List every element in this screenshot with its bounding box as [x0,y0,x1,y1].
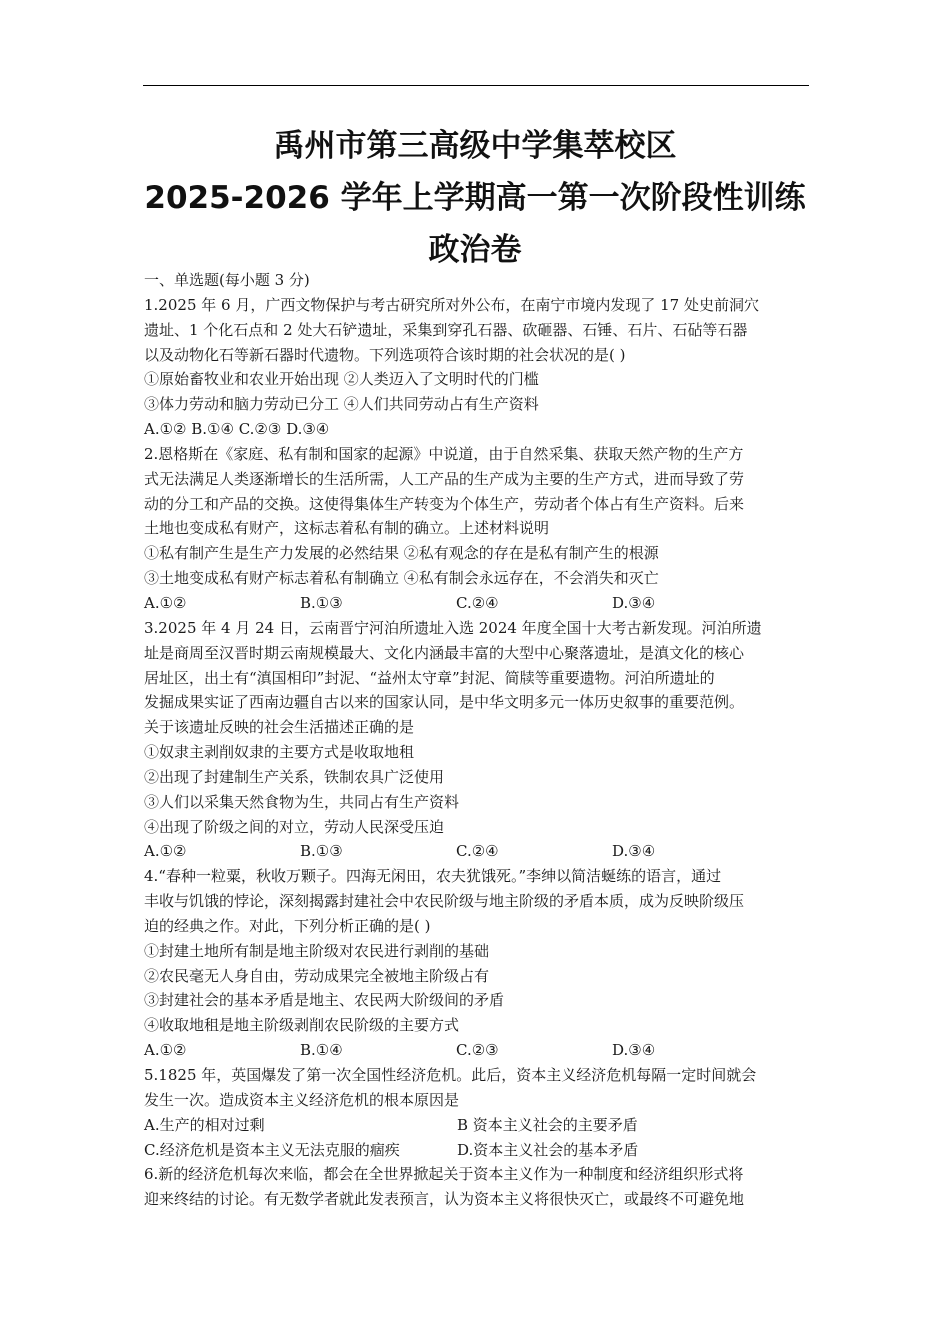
answer-options [144,839,824,864]
section-title: 一、单选题(每小题 3 分) [144,271,310,289]
option-c: C.经济危机是资本主义无法克服的痼疾 [144,1140,400,1159]
question-line: 2.恩格斯在《家庭、私有制和国家的起源》中说道，由于自然采集、获取天然产物的生产方 [144,444,744,463]
question-line: ①私有制产生是生产力发展的必然结果 ②私有观念的存在是私有制产生的根源 [144,544,659,563]
answer-options-row [144,1113,824,1138]
question-line: ②农民毫无人身自由，劳动成果完全被地主阶级占有 [144,966,490,985]
option-a: A.①② [144,842,187,861]
option-d: D.③④ [612,1041,656,1060]
subject-title: 政治卷 [428,232,522,268]
question-line: 发生一次。造成资本主义经济危机的根本原因是 [144,1090,460,1109]
question-line: 居址区，出土有“滇国相印”封泥、“益州太守章”封泥、简牍等重要遗物。河泊所遗址的 [144,668,715,687]
question-line: 迫的经典之作。对此，下列分析正确的是( ) [144,916,431,935]
question-line: ①原始畜牧业和农业开始出现 ②人类迈入了文明时代的门槛 [144,370,539,389]
question-line: 以及动物化石等新石器时代遗物。下列选项符合该时期的社会状况的是( ) [144,345,626,364]
question-3 [144,616,824,864]
answer-options: A.①② B.①④ C.②③ D.③④ [144,420,330,439]
question-line: 6.新的经济危机每次来临，都会在全世界掀起关于资本主义作为一种制度和经济组织形式将 [144,1165,744,1184]
question-line: ①封建土地所有制是地主阶级对农民进行剥削的基础 [144,941,490,960]
option-c: C.②④ [456,842,499,861]
question-line: 3.2025 年 4 月 24 日，云南晋宁河泊所遗址入选 2024 年度全国十大考古新发现。河泊所遗 [144,618,762,637]
option-b: B 资本主义社会的主要矛盾 [457,1115,638,1134]
question-line: 址是商周至汉晋时期云南规模最大、文化内涵最丰富的大型中心聚落遗址，是滇文化的核心 [144,643,745,662]
option-d: D.资本主义社会的基本矛盾 [457,1140,639,1159]
question-2 [144,442,824,616]
option-a: A.①② [144,1041,187,1060]
question-line: ③封建社会的基本矛盾是地主、农民两大阶级间的矛盾 [144,991,505,1010]
answer-options [144,591,824,616]
question-5 [144,1063,824,1162]
option-d: D.③④ [612,842,656,861]
question-line: ③人们以采集天然食物为生，共同占有生产资料 [144,792,460,811]
question-line: 式无法满足人类逐渐增长的生活所需，人工产品的生产成为主要的生产方式，进而导致了劳 [144,469,745,488]
option-a: A.①② [144,593,187,612]
answer-options [144,1038,824,1063]
question-4 [144,864,824,1063]
question-line: 土地也变成私有财产，这标志着私有制的确立。上述材料说明 [144,519,550,538]
option-c: C.②④ [456,593,499,612]
question-line: 迎来终结的讨论。有无数学者就此发表预言，认为资本主义将很快灭亡，或最终不可避免地 [144,1190,745,1209]
question-line: ①奴隶主剥削奴隶的主要方式是收取地租 [144,743,415,762]
option-b: B.①③ [300,842,343,861]
question-6 [144,1162,824,1212]
question-line: 动的分工和产品的交换。这使得集体生产转变为个体生产，劳动者个体占有生产资料。后来 [144,494,745,513]
exam-title: 2025-2026 学年上学期高一第一次阶段性训练 [144,180,806,216]
question-1 [144,293,824,442]
question-line: 丰收与饥饿的悖论，深刻揭露封建社会中农民阶级与地主阶级的矛盾本质，成为反映阶级压 [144,892,745,911]
option-d: D.③④ [612,593,656,612]
school-title: 禹州市第三高级中学集萃校区 [273,128,677,164]
option-a: A.生产的相对过剩 [144,1115,265,1134]
question-line: ③土地变成私有财产标志着私有制确立 ④私有制会永远存在，不会消失和灭亡 [144,569,659,588]
option-c: C.②③ [456,1041,499,1060]
question-line: 关于该遗址反映的社会生活描述正确的是 [144,718,415,737]
option-b: B.①③ [300,593,343,612]
question-line: ③体力劳动和脑力劳动已分工 ④人们共同劳动占有生产资料 [144,395,539,414]
question-line: ②出现了封建制生产关系，铁制农具广泛使用 [144,767,445,786]
question-line: ④收取地租是地主阶级剥削农民阶级的主要方式 [144,1016,460,1035]
option-b: B.①④ [300,1041,343,1060]
question-line: 1.2025 年 6 月，广西文物保护与考古研究所对外公布，在南宁市境内发现了 17 处史前洞穴 [144,295,759,314]
question-line: 发掘成果实证了西南边疆自古以来的国家认同，是中华文明多元一体历史叙事的重要范例。 [144,693,745,712]
question-line: ④出现了阶级之间的对立，劳动人民深受压迫 [144,817,445,836]
top-rule [143,85,809,86]
question-line: 4.“春种一粒粟，秋收万颗子。四海无闲田，农夫犹饿死。”李绅以简洁蜒练的语言，通过 [144,867,722,886]
question-line: 遗址、1 个化石点和 2 处大石铲遗址，采集到穿孔石器、砍砸器、石锤、石片、石砧等石器 [144,320,748,339]
answer-options-row [144,1138,824,1163]
question-line: 5.1825 年，英国爆发了第一次全国性经济危机。此后，资本主义经济危机每隔一定时间就会 [144,1066,757,1084]
exam-content [144,268,824,1212]
